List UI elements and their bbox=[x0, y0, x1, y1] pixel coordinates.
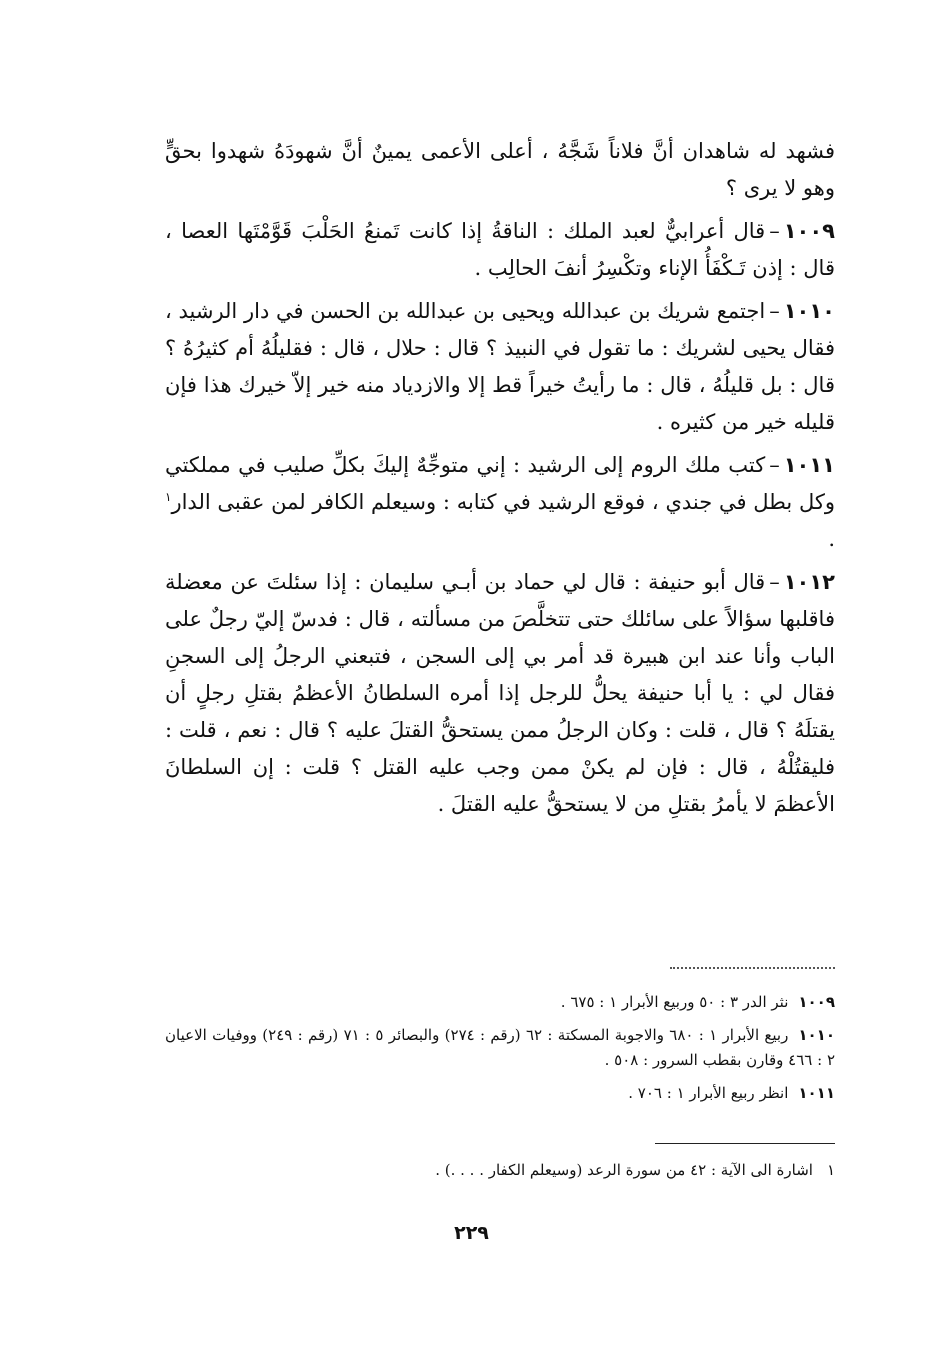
anecdote-number: ١٠٠٩ bbox=[783, 219, 835, 243]
source-note bbox=[165, 1023, 835, 1073]
footnote-mark: ١ bbox=[826, 1161, 835, 1179]
dotted-separator bbox=[670, 967, 835, 969]
anecdote-1011 bbox=[165, 447, 835, 558]
anecdote-dash: – bbox=[769, 299, 780, 323]
anecdote-dash: – bbox=[769, 453, 780, 477]
anecdote-1012 bbox=[165, 564, 835, 823]
footnote bbox=[165, 1158, 835, 1182]
footnote-text: اشارة الى الآية : ٤٢ من سورة الرعد (وسيعلم الكفار . . . .) . bbox=[435, 1161, 813, 1179]
source-note-number: ١٠٠٩ bbox=[798, 993, 835, 1011]
anecdote-number: ١٠١١ bbox=[783, 453, 835, 477]
anecdote-text: قال أبو حنيفة : قال لي حماد بن أبـي سليمان : إذا سئلتَ عن معضلة فاقلبها سؤالاً على سائلك حتى تتخلَّصَ من مسألته ، قال : فدسّ إليّ رجلٌ على الباب وأنا عند ابن هبيرة قد أمر بي إلى السجن ، فتبعني الرجلُ إلى السجنِ فقال لي : يا أبا حنيفة يحلُّ للرجل إذا أمره السلطانُ الأعظمُ بقتلِ رجلٍ أن يقتلَهُ ؟ قال ، قلت : وكان الرجلُ ممن يستحقُّ القتلَ عليه ؟ قال : نعم ، قلت : فليقتُلْهُ ، قال : فإن لم يكنْ ممن وجب عليه القتل ؟ قلت : إن السلطانَ الأعظمَ لا يأمرُ بقتلِ من لا يستحقُّ عليه القتلَ . bbox=[165, 570, 835, 816]
source-note-number: ١٠١٠ bbox=[798, 1026, 835, 1044]
page-number: ٢٢٩ bbox=[454, 1222, 489, 1244]
footnote-rule bbox=[655, 1143, 835, 1144]
anecdote-dash: – bbox=[769, 219, 780, 243]
anecdote-text: اجتمع شريك بن عبدالله ويحيى بن عبدالله بن الحسن في دار الرشيد ، فقال يحيى لشريك : ما تقول في النبيذ ؟ قال : حلال ، قال : فقليلُهُ أم كثيرُهُ ؟ قال : بل قليلُهُ ، قال : ما رأيتُ خيراً قط إلا والازدياد منه خير إلاّ خيرك هذا فإن قليله خير من كثيره . bbox=[165, 299, 835, 434]
source-note-number: ١٠١١ bbox=[798, 1084, 835, 1102]
anecdote-end: . bbox=[828, 527, 835, 551]
anecdote-1010 bbox=[165, 293, 835, 441]
source-note-text: انظر ربيع الأبرار ١ : ٧٠٦ . bbox=[628, 1084, 789, 1102]
source-note bbox=[165, 1081, 835, 1106]
anecdote-text: قال أعرابيٌّ لعبد الملك : الناقةُ إذا كانت تَمنعُ الحَلْبَ قَوَّمْتَها العصا ، قال : إذن تَـكْفَأُ الإناء وتكْسِرُ أنفَ الحالِب . bbox=[165, 219, 835, 280]
footnote-reference: ١ bbox=[165, 490, 172, 504]
intro-paragraph bbox=[165, 133, 835, 207]
intro-text: فشهد له شاهدان أنَّ فلاناً شَجَّهُ ، أعلى الأعمى يمينٌ أنَّ شهودَهُ شهدوا بحقٍّ وهو لا يرى ؟ bbox=[165, 139, 835, 200]
main-text bbox=[165, 133, 835, 829]
anecdote-number: ١٠١٠ bbox=[783, 299, 835, 323]
source-note-text: ربيع الأبرار ١ : ٦٨٠ والاجوبة المسكتة : ٦٢ (رقم : ٢٧٤) والبصائر ٥ : ٧١ (رقم : ٢٤٩) ووفيات الاعيان ٢ : ٤٦٦ وقارن بقطب السرور : ٥٠٨ . bbox=[165, 1026, 835, 1069]
source-notes bbox=[165, 990, 835, 1114]
source-note-text: نثر الدر ٣ : ٥٠ وربيع الأبرار ١ : ٦٧٥ . bbox=[560, 993, 789, 1011]
anecdote-1009 bbox=[165, 213, 835, 287]
source-note bbox=[165, 990, 835, 1015]
anecdote-number: ١٠١٢ bbox=[783, 570, 835, 594]
anecdote-dash: – bbox=[769, 570, 780, 594]
anecdote-text: كتب ملك الروم إلى الرشيد : إني متوجِّهٌ إليكَ بكلِّ صليب في مملكتي وكل بطل في جندي ، فوقع الرشيد في كتابه : وسيعلم الكافر لمن عقبى الدار bbox=[165, 453, 835, 514]
